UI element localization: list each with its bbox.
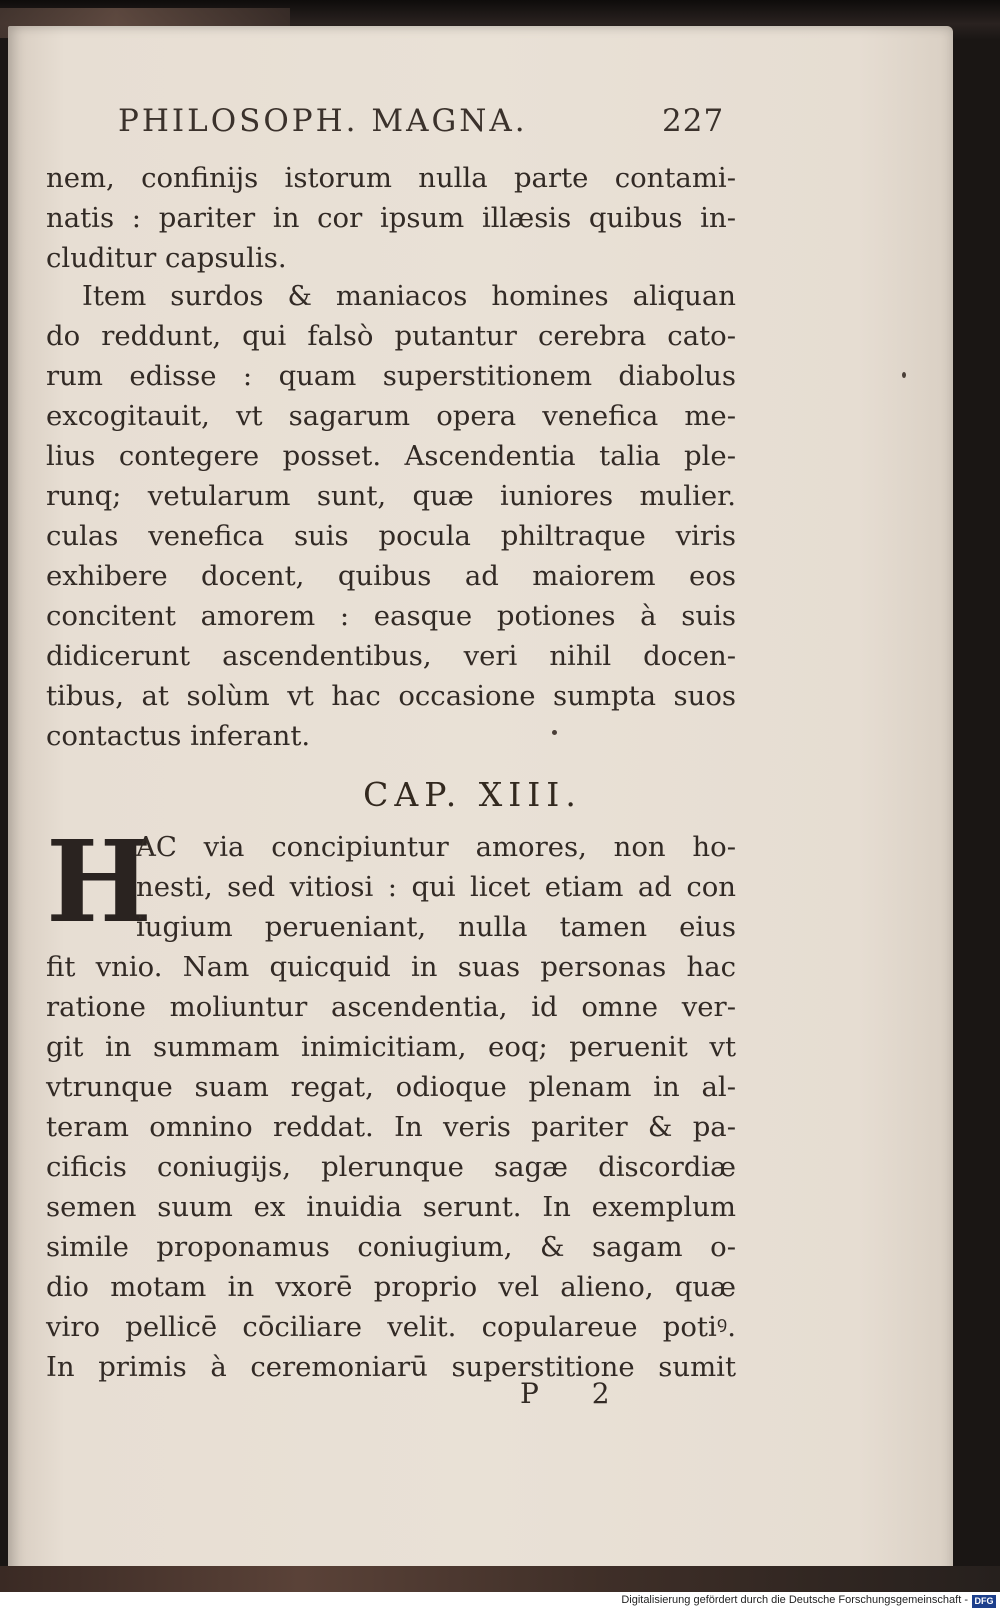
running-title: PHILOSOPH. MAGNA. xyxy=(118,103,528,139)
ink-speck xyxy=(552,730,557,735)
text-line: tibus, at solùm vt hac occasione sumpta suos xyxy=(46,680,736,712)
running-header xyxy=(118,103,738,139)
text-line: excogitauit, vt sagarum opera venefica me- xyxy=(46,400,736,432)
text-line: rum edisse : quam superstitionem diabolus xyxy=(46,360,736,392)
text-line: nesti, sed vitiosi : qui licet etiam ad con xyxy=(136,871,736,903)
drop-cap: H xyxy=(46,817,152,948)
text-line: fit vnio. Nam quicquid in suas personas hac xyxy=(46,951,736,983)
text-line: lius contegere posset. Ascendentia talia ple- xyxy=(46,440,736,472)
text-line: semen suum ex inuidia serunt. In exemplum xyxy=(46,1191,736,1223)
text-line: Item surdos & maniacos homines aliquan xyxy=(82,280,736,312)
text-line: culas venefica suis pocula philtraque viris xyxy=(46,520,736,552)
ink-speck xyxy=(902,372,906,378)
paragraph-item-surdos xyxy=(46,276,736,756)
dfg-logo-icon: DFG xyxy=(972,1595,996,1608)
paragraph-continuation xyxy=(46,158,736,278)
text-line: teram omnino reddat. In veris pariter & pa- xyxy=(46,1111,736,1143)
text-line: git in summam inimicitiam, eoq; peruenit vt xyxy=(46,1031,736,1063)
digitization-credit: Digitalisierung gefördert durch die Deutsche Forschungsgemeinschaft - xyxy=(621,1594,968,1606)
text-line: cificis coniugijs, plerunque sagæ discordiæ xyxy=(46,1151,736,1183)
text-line: In primis à ceremoniarū superstitione sumit xyxy=(46,1351,736,1383)
signature-mark: P 2 xyxy=(520,1377,632,1410)
chapter-body xyxy=(46,947,736,1387)
dropcap-lines xyxy=(136,827,736,947)
chapter-heading: CAP. XIII. xyxy=(363,775,582,814)
text-line: exhibere docent, quibus ad maiorem eos xyxy=(46,560,736,592)
text-line: dio motam in vxorē proprio vel alieno, quæ xyxy=(46,1271,736,1303)
text-line: AC via concipiuntur amores, non ho- xyxy=(136,831,736,863)
text-line: natis : pariter in cor ipsum illæsis quibus in- xyxy=(46,202,736,234)
text-line: viro pellicē cōciliare velit. copulareue potiꝰ. xyxy=(46,1311,736,1343)
text-line: didicerunt ascendentibus, veri nihil docen- xyxy=(46,640,736,672)
text-line: ratione moliuntur ascendentia, id omne ver- xyxy=(46,991,736,1023)
text-line: cluditur capsulis. xyxy=(46,242,287,274)
text-line: vtrunque suam regat, odioque plenam in al- xyxy=(46,1071,736,1103)
page-number: 227 xyxy=(662,103,725,139)
text-line: contactus inferant. xyxy=(46,720,311,752)
text-line: concitent amorem : easque potiones à suis xyxy=(46,600,736,632)
text-line: simile proponamus coniugium, & sagam o- xyxy=(46,1231,736,1263)
text-line: runq; vetularum sunt, quæ iuniores mulier. xyxy=(46,480,736,512)
book-edge-bottom xyxy=(0,1566,1000,1592)
text-line: iugium perueniant, nulla tamen eius xyxy=(136,911,736,943)
text-line: nem, confinijs istorum nulla parte contami- xyxy=(46,162,736,194)
text-line: do reddunt, qui falsò putantur cerebra cato- xyxy=(46,320,736,352)
